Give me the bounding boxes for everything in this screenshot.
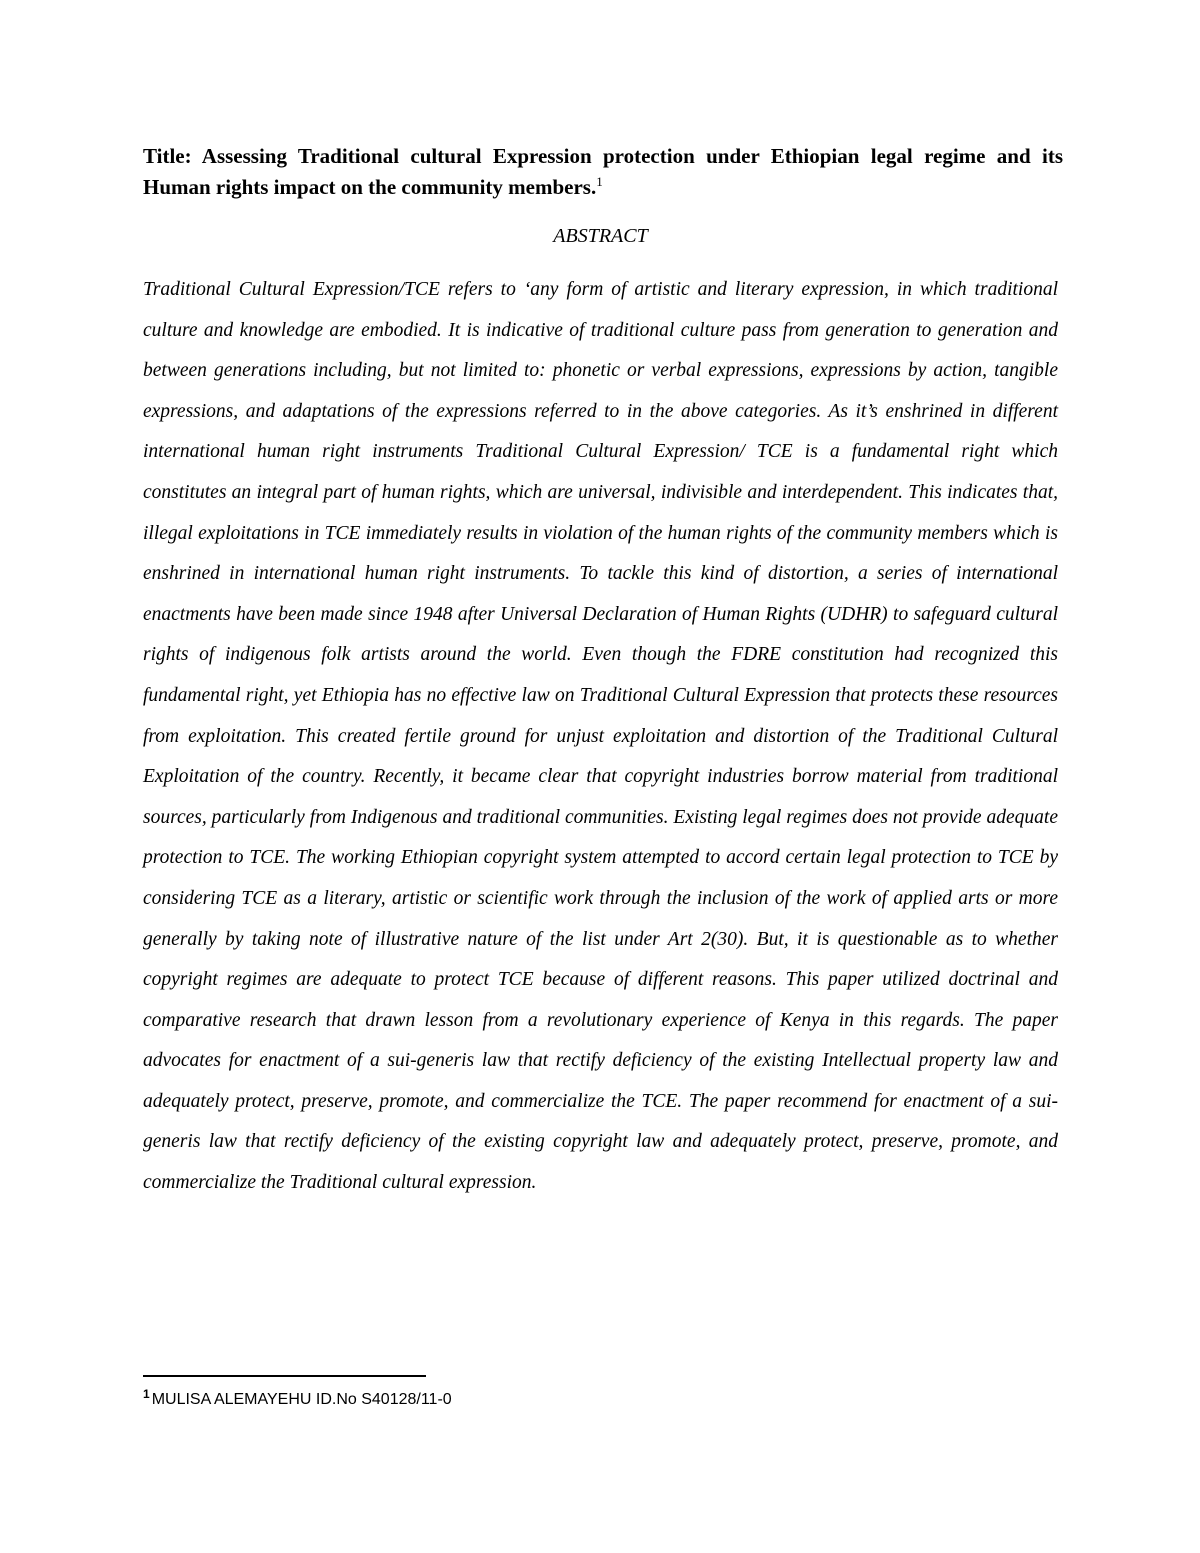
abstract-heading: ABSTRACT (553, 225, 648, 247)
footnote-number: 1 (143, 1386, 150, 1401)
footnote-separator (143, 1375, 426, 1377)
title-text: Title: Assessing Traditional cultural Expression protection under Ethiopian legal regime and its Human rights impact on the community members. (143, 144, 1063, 199)
document-title (143, 141, 1063, 203)
footnote-text: MULISA ALEMAYEHU ID.No S40128/11-0 (151, 1391, 452, 1408)
footnote (143, 1386, 452, 1414)
title-footnote-ref: 1 (596, 174, 603, 189)
abstract-body: Traditional Cultural Expression/TCE refers to ‘any form of artistic and literary expression, in which traditional culture and knowledge are embodied. It is indicative of traditional culture pass from generation to generation and between generations including, but not limited to: phonetic or verbal expressions, expressions by action, tangible expressions, and adaptations of the expressions referred to in the above categories. As it’s enshrined in different international human right instruments Traditional Cultural Expression/ TCE is a fundamental right which constitutes an integral part of human rights, which are universal, indivisible and interdependent. This indicates that, illegal exploitations in TCE immediately results in violation of the human rights of the community members which is enshrined in international human right instruments. To tackle this kind of distortion, a series of international enactments have been made since 1948 after Universal Declaration of Human Rights (UDHR) to safeguard cultural rights of indigenous folk artists around the world. Even though the FDRE constitution had recognized this fundamental right, yet Ethiopia has no effective law on Traditional Cultural Expression that protects these resources from exploitation. This created fertile ground for unjust exploitation and distortion of the Traditional Cultural Exploitation of the country. Recently, it became clear that copyright industries borrow material from traditional sources, particularly from Indigenous and traditional communities. Existing legal regimes does not provide adequate protection to TCE. The working Ethiopian copyright system attempted to accord certain legal protection to TCE by considering TCE as a literary, artistic or scientific work through the inclusion of the work of applied arts or more generally by taking note of illustrative nature of the list under Art 2(30). But, it is questionable as to whether copyright regimes are adequate to protect TCE because of different reasons. This paper utilized doctrinal and comparative research that drawn lesson from a revolutionary experience of Kenya in this regards. The paper advocates for enactment of a sui-generis law that rectify deficiency of the existing Intellectual property law and adequately protect, preserve, promote, and commercialize the TCE. The paper recommend for enactment of a sui-generis law that rectify deficiency of the existing copyright law and adequately protect, preserve, promote, and commercialize the Traditional cultural expression. (143, 279, 1058, 1194)
